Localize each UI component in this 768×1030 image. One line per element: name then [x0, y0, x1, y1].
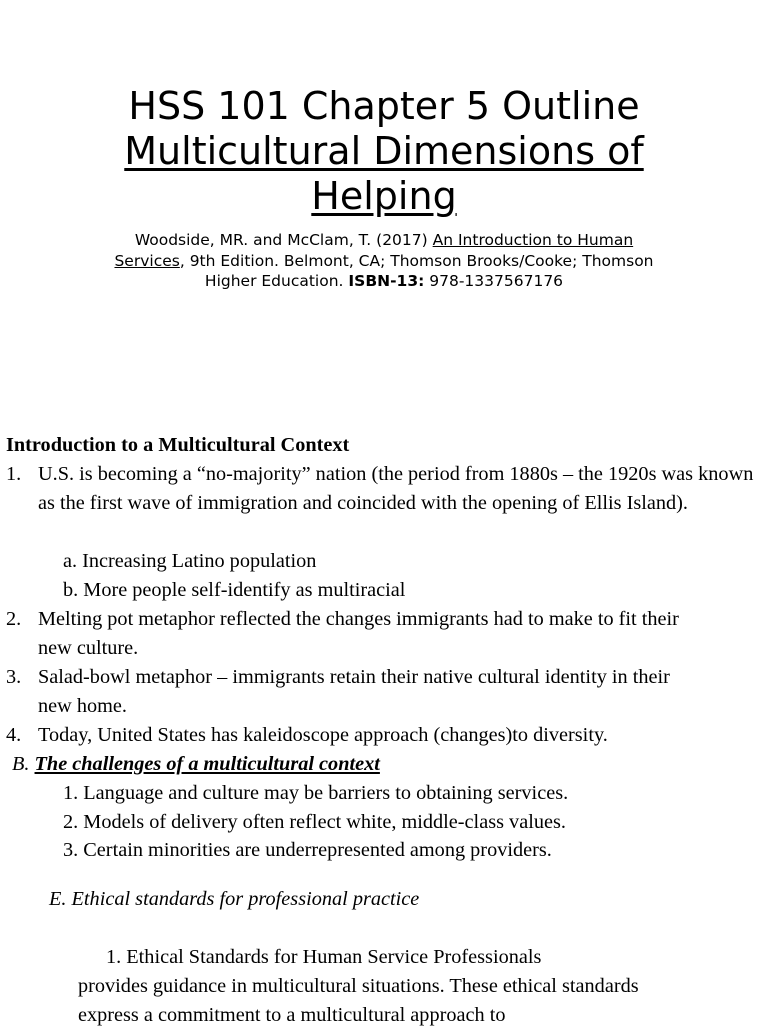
list-item-text: Melting pot metaphor reflected the changes immigrants had to make to fit their new culture.: [38, 608, 679, 659]
title-line-2: Multicultural Dimensions of: [124, 129, 644, 173]
list-item-text: Salad-bowl metaphor – immigrants retain their native cultural identity in their new home.: [38, 666, 670, 717]
title-line-1: HSS 101 Chapter 5 Outline: [128, 84, 640, 128]
document-title: [0, 84, 768, 219]
intro-heading: Introduction to a Multicultural Context: [6, 434, 350, 456]
citation: [110, 230, 658, 292]
title-line-3: Helping: [311, 174, 457, 218]
list-item-text: U.S. is becoming a “no-majority” nation (the period from 1880s – the 1920s was known as the first wave of immigration and coincided with the opening of Ellis Island).: [38, 463, 754, 514]
citation-book-title: An Introduction to Human Services: [114, 231, 634, 270]
section-b-item: 3. Certain minorities are underrepresented among providers.: [63, 839, 552, 861]
section-b-item: 1. Language and culture may be barriers to obtaining services.: [63, 782, 569, 804]
section-b-letter: B.: [12, 753, 35, 775]
list-item-number: 4.: [6, 724, 22, 746]
sub-item: b. More people self-identify as multiracial: [63, 579, 406, 601]
section-b-item: 2. Models of delivery often reflect white, middle-class values.: [63, 811, 566, 833]
section-b-title: The challenges of a multicultural context: [34, 753, 380, 775]
isbn-label: ISBN-13:: [348, 272, 425, 290]
list-item-text: Today, United States has kaleidoscope approach (changes)to diversity.: [38, 724, 608, 746]
section-e-heading: E. Ethical standards for professional practice: [49, 888, 420, 910]
list-item-number: 3.: [6, 666, 22, 688]
list-item-number: 1.: [6, 463, 22, 485]
sub-item: a. Increasing Latino population: [63, 550, 317, 572]
citation-publisher: , 9th Edition. Belmont, CA; Thomson Brooks/Cooke; Thomson Higher Education.: [179, 251, 654, 290]
paragraph-continuation: provides guidance in multicultural situations. These ethical standards express a commitment to a multicultural approach to: [78, 975, 639, 1026]
paragraph-first-line: 1. Ethical Standards for Human Service Professionals: [106, 946, 542, 968]
list-item-number: 2.: [6, 608, 22, 630]
section-b-heading: [12, 750, 380, 779]
citation-authors: Woodside, MR. and McClam, T. (2017): [134, 231, 433, 249]
isbn-value: 978-1337567176: [424, 272, 564, 290]
section-e-paragraph: [78, 943, 678, 1030]
